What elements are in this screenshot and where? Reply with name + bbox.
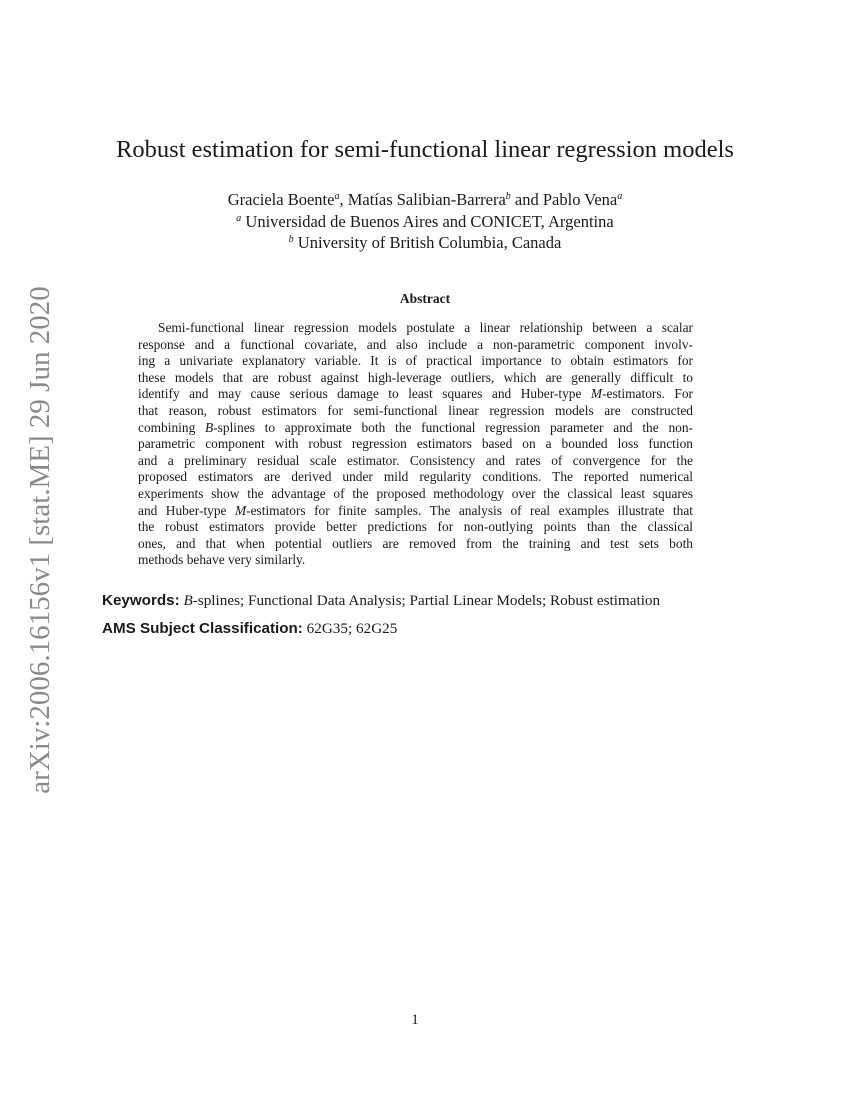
abstract-body [138, 320, 693, 569]
author-2-affiliation-mark: b [505, 191, 511, 202]
author-1-name: Graciela Boente [227, 190, 335, 209]
abstract-line: and a preliminary residual scale estimator. Consistency and rates of convergence for the [138, 452, 693, 468]
abstract-line: parametric component with robust regression estimators based on a bounded loss function [138, 436, 693, 452]
abstract-line: experiments show the advantage of the proposed methodology over the classical least squares [138, 485, 693, 501]
keywords-line [102, 591, 792, 611]
paper-title: Robust estimation for semi-functional linear regression models [116, 136, 734, 163]
abstract-line: these models that are robust against high-leverage outliers, which are generally difficult to [138, 369, 693, 385]
author-connector: and [514, 190, 539, 209]
author-1-affiliation-mark: a [334, 191, 340, 202]
abstract-line: Semi-functional linear regression models postulate a linear relationship between a scalar [158, 320, 693, 335]
keywords-text: B-splines; Functional Data Analysis; Partial Linear Models; Robust estimation [183, 592, 661, 609]
author-names: Graciela Boente$^a$, Matías Salibian-Barrera$^b$ and Pablo Vena$^a$ [227, 190, 623, 209]
arxiv-identifier-stamp: arXiv:2006.16156v1 [stat.ME] 29 Jun 2020 [24, 286, 56, 794]
author-3-name: Pablo Vena [542, 190, 618, 209]
ams-label: AMS Subject Classification: [102, 620, 303, 637]
affiliation-a-text: Universidad de Buenos Aires and CONICET, Argentina [245, 211, 614, 231]
abstract-line: identify and may cause serious damage to least squares and Huber-type M-estimators. For [138, 386, 694, 402]
abstract-line: response and a functional covariate, and also include a non-parametric component involv- [138, 336, 693, 352]
abstract-line: methods behave very similarly. [138, 552, 306, 568]
abstract-line: proposed estimators are derived under mild regularity conditions. The reported numerical [138, 469, 693, 485]
affiliation-a-mark: a [236, 212, 242, 224]
author-3-affiliation-mark: a [617, 191, 623, 202]
affiliation-b [60, 232, 790, 254]
abstract-line: ing a univariate explanatory variable. It is of practical importance to obtain estimators for [138, 353, 693, 369]
affiliation-a [60, 211, 790, 233]
keywords-label: Keywords: [102, 592, 180, 609]
author-2-name: Matías Salibian-Barrera [347, 190, 506, 209]
abstract-line: and Huber-type M-estimators for finite samples. The analysis of real examples illustrate that [138, 502, 693, 518]
abstract-heading: Abstract [399, 291, 451, 306]
abstract-line: ones, and that when potential outliers are removed from the training and test sets both [138, 535, 693, 551]
affiliation-b-text: University of British Columbia, Canada [297, 233, 562, 252]
page-number: 1 [411, 1012, 419, 1028]
ams-classification-line [102, 619, 792, 639]
ams-codes: 62G35; 62G25 [306, 620, 398, 637]
abstract-line: combining B-splines to approximate both the functional regression parameter and the non- [138, 419, 693, 435]
affiliation-b-mark: b [288, 234, 294, 245]
abstract-line: the robust estimators provide better predictions for non-outlying points than the classical [138, 519, 693, 535]
abstract-line: that reason, robust estimators for semi-functional linear regression models are constructed [138, 402, 693, 418]
author-block [60, 189, 790, 254]
